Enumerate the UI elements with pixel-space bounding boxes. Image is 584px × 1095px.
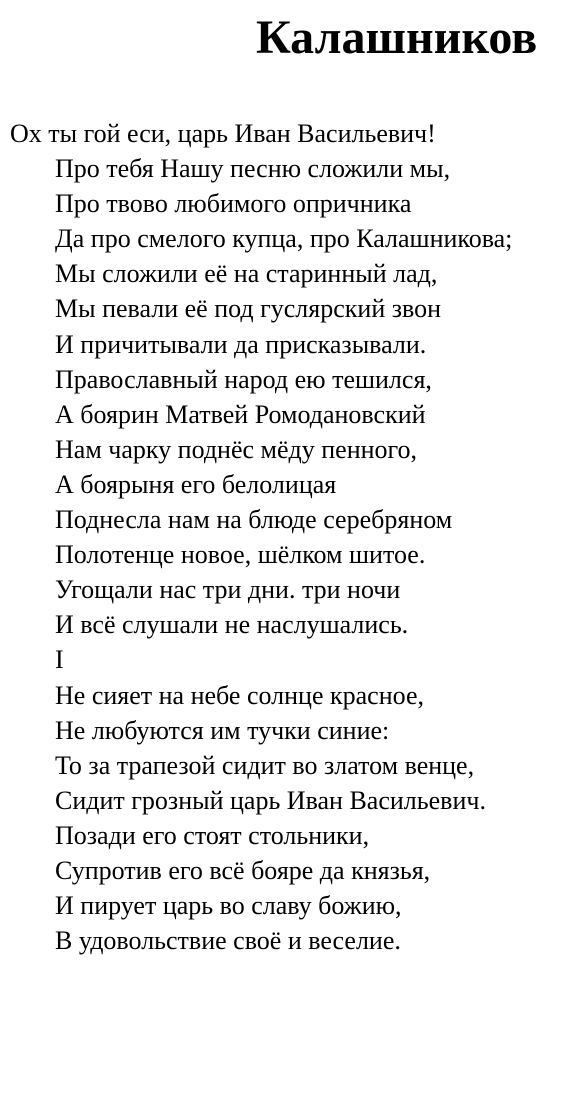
poem-line: Про твово любимого опричника: [55, 189, 412, 219]
poem-line: Православный народ ею тешился,: [55, 364, 432, 394]
poem-line: Нам чарку поднёс мёду пенного,: [55, 434, 418, 464]
poem-line: Да про смелого купца, про Калашникова;: [55, 224, 513, 254]
poem-line: Мы сложили её на старинный лад,: [55, 259, 438, 289]
poem-line: Супротив его всё бояре да князья,: [55, 855, 431, 885]
poem-line: А боярыня его белолицая: [55, 469, 337, 499]
poem-line: Поднесла нам на блюде серебряном: [55, 505, 453, 535]
poem-line: Позади его стоят стольники,: [55, 820, 370, 850]
poem-line: В удовольствие своё и веселие.: [55, 926, 401, 956]
poem-body: [10, 116, 512, 958]
poem-line: Сидит грозный царь Иван Васильевич.: [55, 785, 486, 815]
poem-line: Ох ты гой еси, царь Иван Васильевич!: [10, 119, 436, 148]
poem-line: И причитывали да присказывали.: [55, 329, 427, 359]
poem-line: И пирует царь во славу божию,: [55, 891, 402, 921]
section-number: I: [55, 645, 64, 675]
poem-line: Угощали нас три дни. три ночи: [55, 575, 401, 605]
poem-line: А боярин Матвей Ромодановский: [55, 399, 426, 429]
poem-line: Не сияет на небе солнце красное,: [55, 680, 424, 710]
poem-line: Не любуются им тучки синие:: [55, 715, 390, 745]
page-title: Калашников: [256, 11, 538, 64]
poem-line: Про тебя Нашу песню сложили мы,: [55, 154, 451, 184]
poem-line: Полотенце новое, шёлком шитое.: [55, 540, 426, 570]
poem-line: И всё слушали не наслушались.: [55, 610, 409, 640]
poem-line: Мы певали её под гуслярский звон: [55, 294, 442, 324]
poem-line: То за трапезой сидит во златом венце,: [55, 750, 475, 780]
